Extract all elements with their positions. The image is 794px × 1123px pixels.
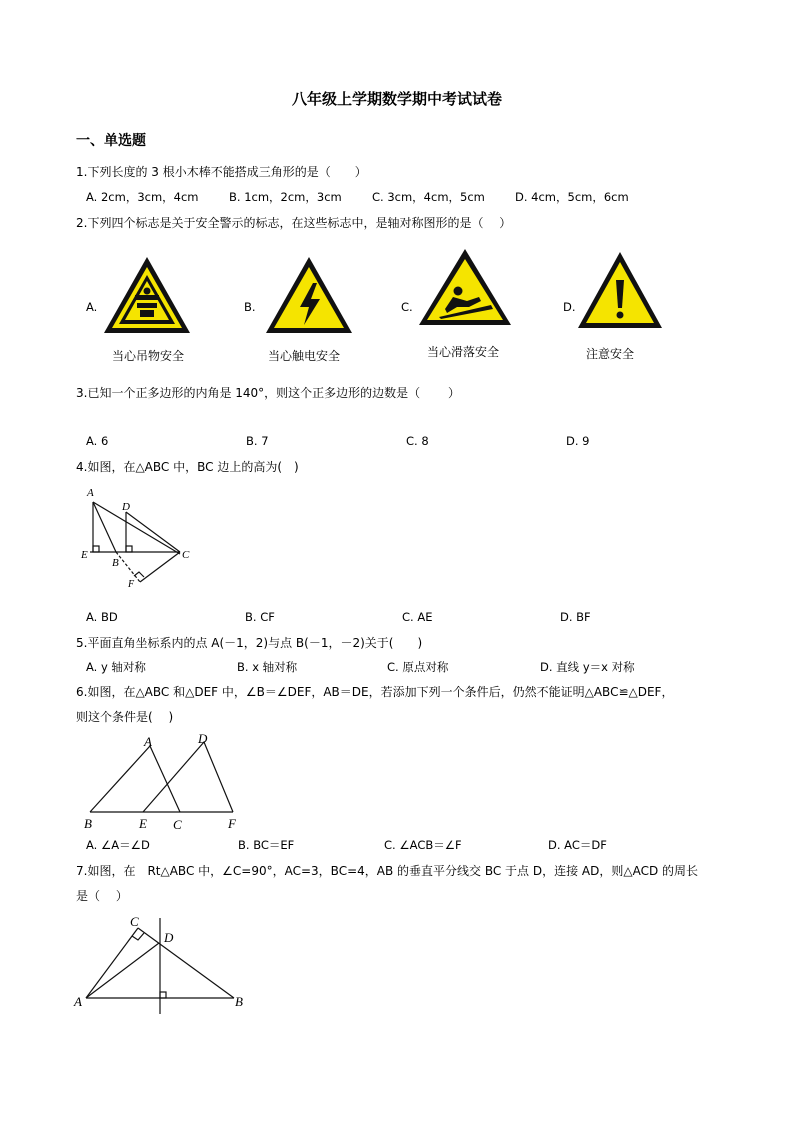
q6-option-b: B. BC＝EF (238, 838, 295, 852)
q6-option-c: C. ∠ACB＝∠F (384, 838, 462, 852)
question-5-stem: 5.平面直角坐标系内的点 A(－1，2)与点 B(－1，－2)关于( ) (76, 636, 423, 650)
question-6-stem-line2: 则这个条件是( ) (76, 710, 174, 724)
question-2-stem: 2.下列四个标志是关于安全警示的标志，在这些标志中，是轴对称图形的是（ ） (76, 216, 512, 230)
q2-option-c: C. (401, 300, 413, 314)
q3-option-a: A. 6 (86, 434, 109, 448)
q4-option-b: B. CF (245, 610, 275, 624)
q7-label-b: B (235, 994, 243, 1009)
hanging-load-icon (102, 255, 192, 335)
q4-option-c: C. AE (402, 610, 433, 624)
q4-option-d: D. BF (560, 610, 591, 624)
q4-label-d: D (122, 501, 130, 513)
q7-label-c: C (130, 914, 139, 929)
slip-fall-icon (417, 247, 513, 329)
q4-label-b: B (112, 557, 119, 569)
q6-label-d: D (198, 731, 208, 746)
q2-option-d: D. (563, 300, 576, 314)
q6-label-e: E (139, 816, 147, 831)
q5-option-a: A. y 轴对称 (86, 660, 146, 674)
q7-label-d: D (164, 930, 174, 945)
q4-option-a: A. BD (86, 610, 118, 624)
q4-label-e: E (81, 549, 88, 561)
q6-option-a: A. ∠A＝∠D (86, 838, 150, 852)
q4-triangle-figure (78, 484, 196, 588)
sign-c-caption: 当心滑落安全 (427, 345, 500, 359)
q3-option-b: B. 7 (246, 434, 269, 448)
q5-option-c: C. 原点对称 (387, 660, 449, 674)
q4-label-a: A (87, 487, 94, 499)
q4-label-f: F (128, 579, 135, 588)
q6-triangles-figure (80, 730, 242, 834)
q1-option-b: B. 1cm，2cm，3cm (229, 190, 342, 204)
sign-a-caption: 当心吊物安全 (112, 349, 185, 363)
exclamation-icon (576, 250, 664, 330)
question-3-stem: 3.已知一个正多边形的内角是 140°，则这个正多边形的边数是（ ） (76, 386, 460, 400)
sign-b-caption: 当心触电安全 (268, 349, 341, 363)
sign-d-caption: 注意安全 (586, 347, 635, 361)
q1-option-a: A. 2cm，3cm，4cm (86, 190, 199, 204)
question-6-stem-line1: 6.如图，在△ABC 和△DEF 中，∠B＝∠DEF，AB＝DE，若添加下列一个条件后，仍然不能证明△ABC≌△DEF， (76, 685, 674, 699)
q3-option-c: C. 8 (406, 434, 429, 448)
q6-label-f: F (228, 816, 236, 831)
q6-option-d: D. AC＝DF (548, 838, 607, 852)
q5-option-d: D. 直线 y＝x 对称 (540, 660, 635, 674)
q6-label-c: C (173, 817, 182, 832)
q5-option-b: B. x 轴对称 (237, 660, 298, 674)
q1-option-d: D. 4cm，5cm，6cm (515, 190, 629, 204)
q3-option-d: D. 9 (566, 434, 590, 448)
question-4-stem: 4.如图，在△ABC 中，BC 边上的高为( ) (76, 460, 299, 474)
q7-label-a: A (74, 994, 82, 1009)
question-7-stem-line2: 是（ ） (76, 889, 128, 903)
q2-option-b: B. (244, 300, 256, 314)
q2-option-a: A. (86, 300, 98, 314)
page-title: 八年级上学期数学期中考试试卷 (291, 90, 502, 108)
question-7-stem-line1: 7.如图，在 Rt△ABC 中，∠C=90°，AC=3，BC=4，AB 的垂直平分线交 BC 于点 D，连接 AD，则△ACD 的周长 (76, 864, 699, 878)
section-heading: 一、单选题 (76, 133, 146, 149)
q6-label-b: B (84, 816, 92, 831)
q6-label-a: A (144, 734, 152, 749)
q1-option-c: C. 3cm，4cm，5cm (372, 190, 485, 204)
lightning-icon (264, 255, 354, 335)
question-1-stem: 1.下列长度的 3 根小木棒不能搭成三角形的是（ ） (76, 165, 367, 179)
q4-label-c: C (182, 549, 190, 561)
q7-right-triangle-figure (72, 910, 252, 1020)
